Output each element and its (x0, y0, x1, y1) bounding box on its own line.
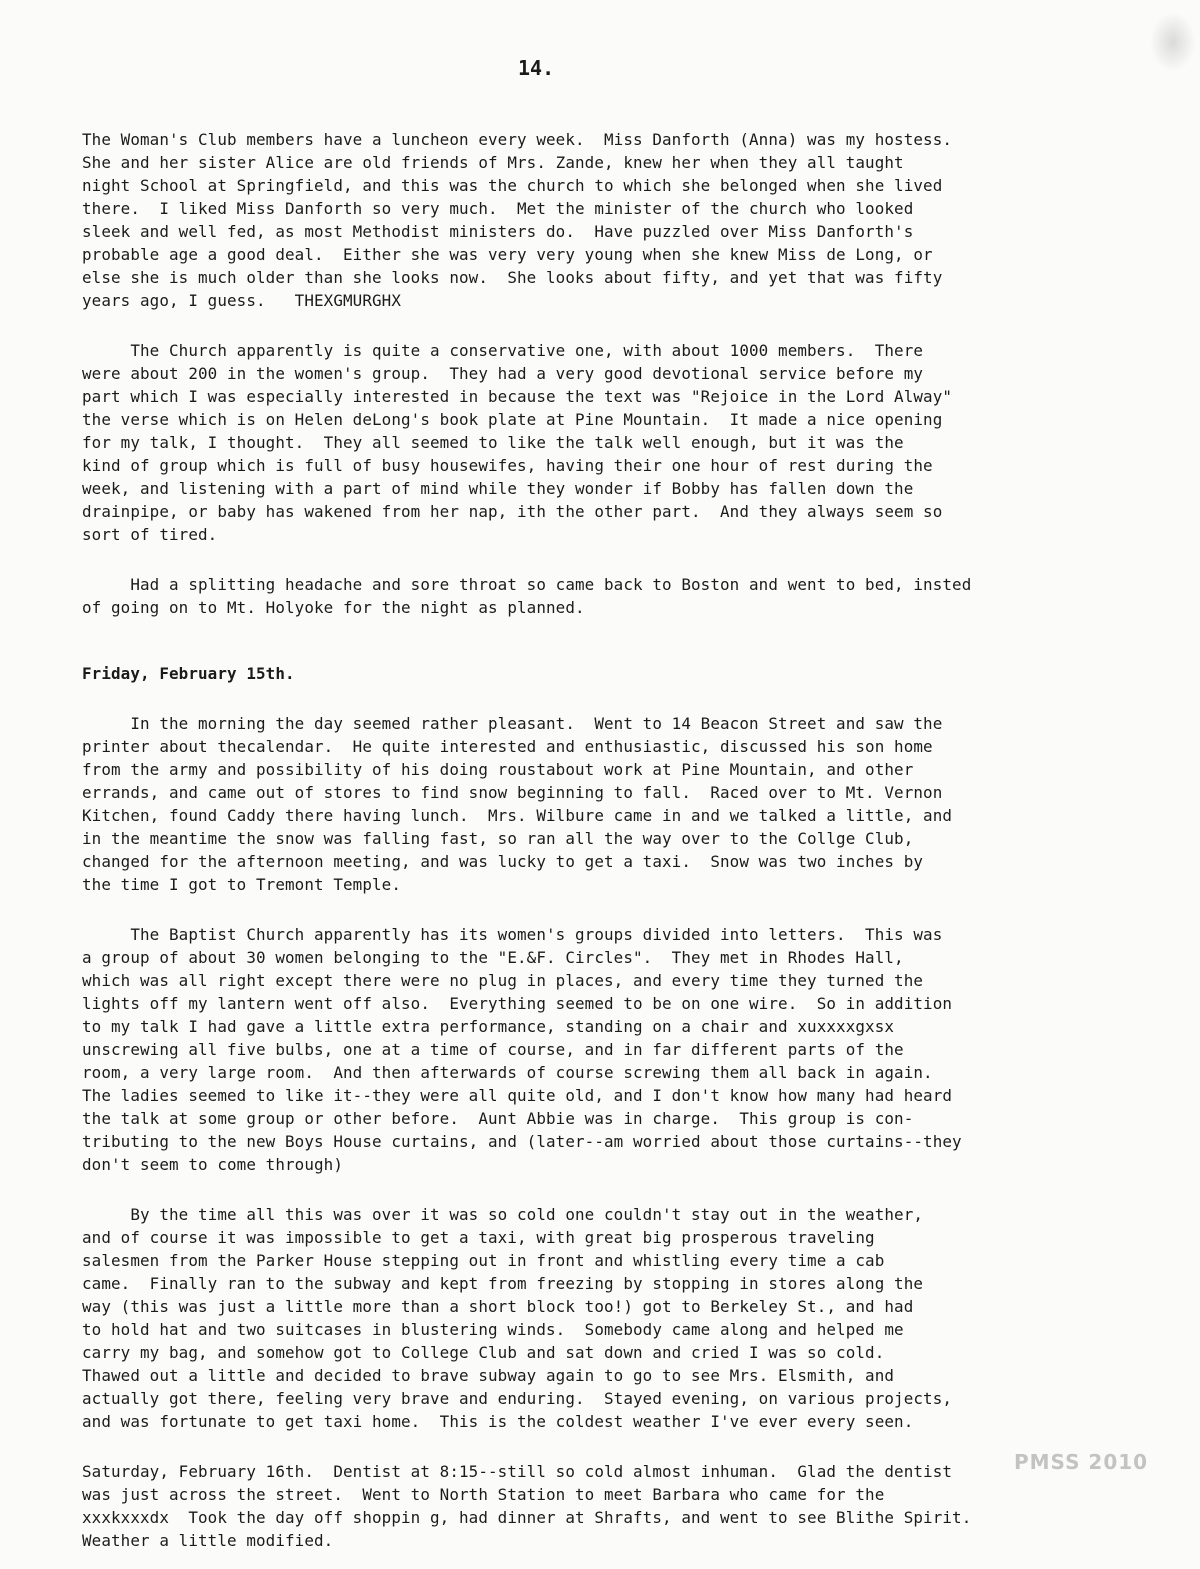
text-line: sort of tired. (82, 525, 218, 544)
text-line: Weather a little modified. (82, 1531, 334, 1550)
text-line: to hold hat and two suitcases in blustering winds. Somebody came along and helped me (82, 1320, 904, 1339)
date-heading: Friday, February 15th. (82, 664, 295, 683)
text-line: By the time all this was over it was so cold one couldn't stay out in the weather, (82, 1205, 924, 1224)
text-line: Had a splitting headache and sore throat so came back to Boston and went to bed, insted (82, 575, 972, 594)
text-line: came. Finally ran to the subway and kept from freezing by stopping in stores along the (82, 1274, 924, 1293)
text-line: She and her sister Alice are old friends of Mrs. Zande, knew her when they all taught (82, 153, 904, 172)
text-line: don't seem to come through) (82, 1155, 344, 1174)
text-line: The Baptist Church apparently has its women's groups divided into letters. This was (82, 925, 943, 944)
scan-smudge (1150, 12, 1196, 72)
text-line: Saturday, February 16th. Dentist at 8:15--still so cold almost inhuman. Glad the dentist (82, 1462, 953, 1481)
text-line: in the meantime the snow was falling fast, so ran all the way over to the Collge Club, (82, 829, 914, 848)
text-line: tributing to the new Boys House curtains, and (later--am worried about those curtains--they (82, 1132, 962, 1151)
page-number: 14. (518, 56, 555, 80)
text-line: of going on to Mt. Holyoke for the night as planned. (82, 598, 585, 617)
text-line: the time I got to Tremont Temple. (82, 875, 402, 894)
text-line: salesmen from the Parker House stepping out in front and whistling every time a cab (82, 1251, 885, 1270)
text-line: and was fortunate to get taxi home. This is the coldest weather I've ever every seen. (82, 1412, 914, 1431)
text-line: from the army and possibility of his doing roustabout work at Pine Mountain, and other (82, 760, 914, 779)
text-line: printer about thecalendar. He quite interested and enthusiastic, discussed his son home (82, 737, 933, 756)
text-line: for my talk, I thought. They all seemed to like the talk well enough, but it was the (82, 433, 904, 452)
text-line: which was all right except there were no plug in places, and every time they turned the (82, 971, 924, 990)
text-line: way (this was just a little more than a short block too!) got to Berkeley St., and had (82, 1297, 914, 1316)
text-line: the verse which is on Helen deLong's book plate at Pine Mountain. It made a nice opening (82, 410, 943, 429)
text-line: to my talk I had gave a little extra performance, standing on a chair and xuxxxxgxsx (82, 1017, 895, 1036)
text-line: The Church apparently is quite a conservative one, with about 1000 members. There (82, 341, 924, 360)
text-line: part which I was especially interested in because the text was "Rejoice in the Lord Alway" (82, 387, 953, 406)
text-line: Thawed out a little and decided to brave subway again to go to see Mrs. Elsmith, and (82, 1366, 895, 1385)
text-line: sleek and well fed, as most Methodist ministers do. Have puzzled over Miss Danforth's (82, 222, 914, 241)
text-line: errands, and came out of stores to find snow beginning to fall. Raced over to Mt. Vernon (82, 783, 943, 802)
text-line: actually got there, feeling very brave and enduring. Stayed evening, on various projects, (82, 1389, 953, 1408)
text-line: Kitchen, found Caddy there having lunch. Mrs. Wilbure came in and we talked a little, and (82, 806, 953, 825)
text-line: room, a very large room. And then afterwards of course screwing them all back in again. (82, 1063, 933, 1082)
text-line: unscrewing all five bulbs, one at a time of course, and in far different parts of the (82, 1040, 904, 1059)
text-line: there. I liked Miss Danforth so very much. Met the minister of the church who looked (82, 199, 914, 218)
archive-watermark: PMSS 2010 (1014, 1450, 1149, 1474)
text-line: week, and listening with a part of mind while they wonder if Bobby has fallen down the (82, 479, 914, 498)
text-line: lights off my lantern went off also. Everything seemed to be on one wire. So in addition (82, 994, 953, 1013)
text-line: a group of about 30 women belonging to the "E.&F. Circles". They met in Rhodes Hall, (82, 948, 904, 967)
text-line: carry my bag, and somehow got to College Club and sat down and cried I was so cold. (82, 1343, 885, 1362)
text-line: The ladies seemed to like it--they were all quite old, and I don't know how many had heard (82, 1086, 953, 1105)
text-line: was just across the street. Went to North Station to meet Barbara who came for the (82, 1485, 885, 1504)
text-line: else she is much older than she looks now. She looks about fifty, and yet that was fifty (82, 268, 943, 287)
text-line: kind of group which is full of busy housewifes, having their one hour of rest during the (82, 456, 933, 475)
text-line: drainpipe, or baby has wakened from her nap, ith the other part. And they always seem so (82, 502, 943, 521)
text-line: were about 200 in the women's group. They had a very good devotional service before my (82, 364, 924, 383)
text-line: In the morning the day seemed rather pleasant. Went to 14 Beacon Street and saw the (82, 714, 943, 733)
text-line: The Woman's Club members have a luncheon every week. Miss Danforth (Anna) was my hostess. (82, 130, 953, 149)
text-line: night School at Springfield, and this was the church to which she belonged when she lived (82, 176, 943, 195)
text-line: changed for the afternoon meeting, and was lucky to get a taxi. Snow was two inches by (82, 852, 924, 871)
text-line: and of course it was impossible to get a taxi, with great big prosperous traveling (82, 1228, 875, 1247)
text-line: the talk at some group or other before. Aunt Abbie was in charge. This group is con- (82, 1109, 914, 1128)
text-line: probable age a good deal. Either she was very very young when she knew Miss de Long, or (82, 245, 933, 264)
text-line: years ago, I guess. THEXGMURGHX (82, 291, 402, 310)
text-line: xxxkxxxdx Took the day off shoppin g, had dinner at Shrafts, and went to see Blithe Spirit. (82, 1508, 972, 1527)
